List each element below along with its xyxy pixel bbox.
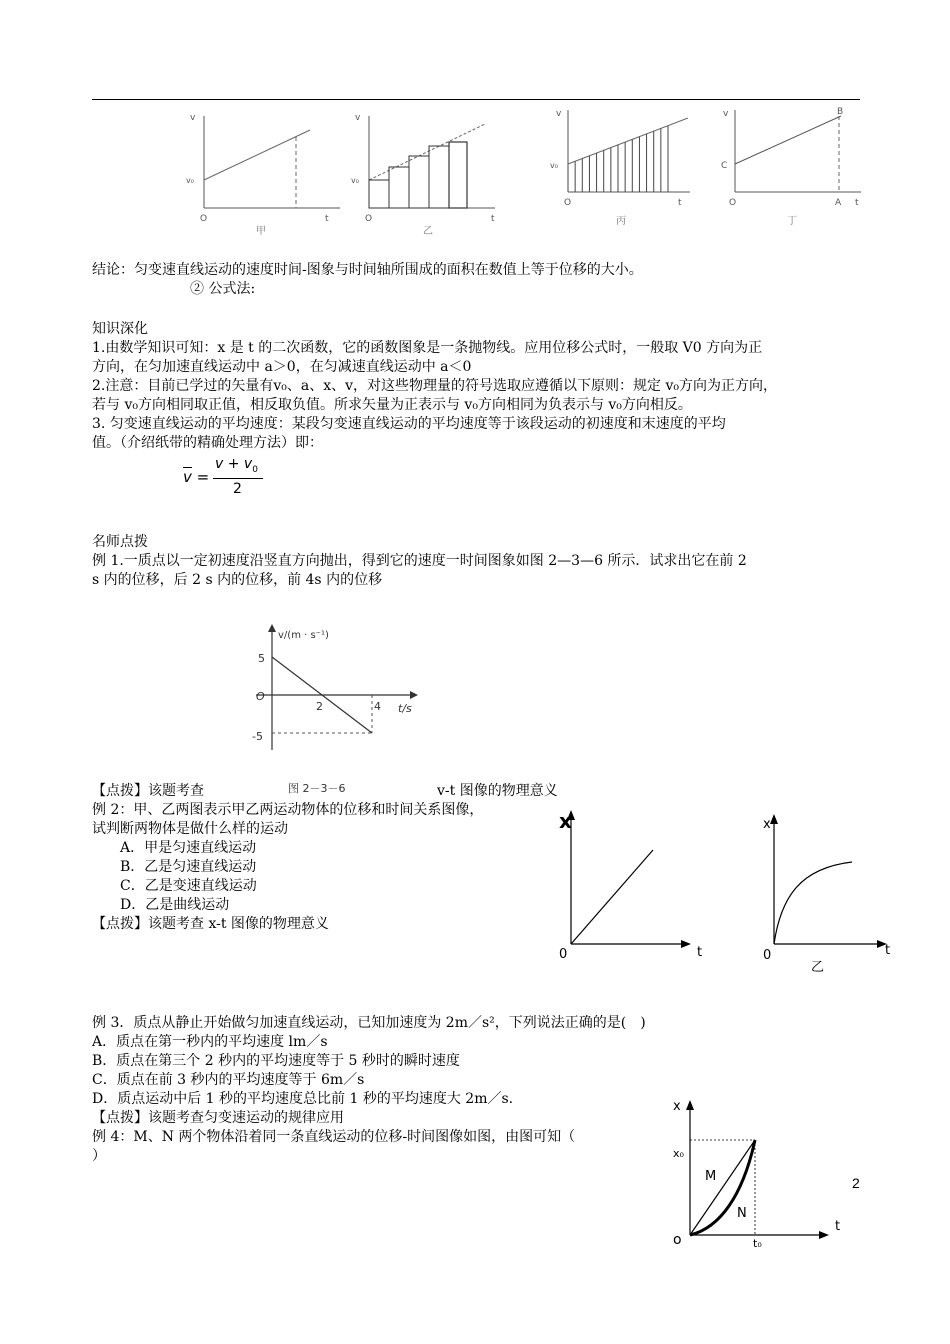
fig236-yneg5: -5 <box>252 730 263 743</box>
xt2-x: x <box>763 817 771 832</box>
xt2-o: 0 <box>763 948 772 963</box>
page-number: 2 <box>852 1175 860 1191</box>
xt1-o: 0 <box>559 947 568 962</box>
deepen-title: 知识深化 <box>92 321 148 337</box>
mn-x: x <box>673 1099 681 1114</box>
figure-2-3-6 <box>248 622 448 802</box>
g2-v0: v₀ <box>351 176 359 185</box>
mn-xt-graph <box>665 1090 855 1260</box>
g1-o: O <box>200 214 208 224</box>
fig236-origin: O <box>256 690 265 703</box>
example2-option-c: C．乙是变速直线运动 <box>120 878 257 894</box>
g4-c: C <box>721 161 728 171</box>
mn-o: o <box>673 1232 682 1248</box>
g3-v: v <box>556 109 562 119</box>
g4-a: A <box>835 198 842 208</box>
example1-line1: 例 1.一质点以一定初速度沿竖直方向抛出，得到它的速度一时间图象如图 2—3—6 所示．试求出它在前 2 <box>92 553 747 569</box>
example1-hint-a: 【点拨】该题考查 <box>92 783 204 799</box>
formula-numerator: v + v <box>215 456 253 472</box>
xt2-caption: 乙 <box>811 960 825 975</box>
example1-line2: s 内的位移，后 2 s 内的位移，前 4s 内的位移 <box>92 572 383 588</box>
g2-caption: 乙 <box>423 226 433 237</box>
example1-hint-b: v-t 图像的物理意义 <box>437 783 558 799</box>
xt-graph-yi <box>755 806 915 976</box>
deepen-p1-line2: 方向，在匀加速直线运动中 a＞0，在匀减速直线运动中 a＜0 <box>92 359 472 375</box>
average-velocity-formula: $\overline{v}$ = $v + v_0$ 2 <box>183 456 283 506</box>
example2-line2: 试判断两物体是做什么样的运动 <box>92 821 288 837</box>
xt2-t: t <box>885 943 891 958</box>
example4-line1: 例 4：M、N 两个物体沿着同一条直线运动的位移-时间图像如图，由图可知（ <box>92 1129 576 1145</box>
xt-graph-jia <box>550 806 730 966</box>
g4-caption: 丁 <box>787 216 797 227</box>
mn-x0: x₀ <box>673 1147 684 1160</box>
example3-option-a: A．质点在第一秒内的平均速度 lm／s <box>92 1034 328 1050</box>
g3-v0: v₀ <box>550 161 558 170</box>
graph-bing <box>550 106 720 236</box>
conclusion-text: 结论：匀变速直线运动的速度时间-图象与时间轴所围成的面积在数值上等于位移的大小。 <box>92 262 643 278</box>
g4-b: B <box>837 107 844 117</box>
mn-t: t <box>835 1219 841 1234</box>
formula-sub: 0 <box>252 464 258 475</box>
example3-option-c: C．质点在前 3 秒内的平均速度等于 6m／s <box>92 1072 365 1088</box>
graph-ding <box>715 106 885 236</box>
g1-v0: v₀ <box>186 176 194 185</box>
example2-hint: 【点拨】该题考查 x-t 图像的物理意义 <box>92 916 329 932</box>
mn-t0: t₀ <box>753 1237 762 1250</box>
header-rule <box>92 99 860 100</box>
deepen-p3-line2: 值。（介绍纸带的精确处理方法）即： <box>92 435 323 451</box>
example3-option-b: B．质点在第三个 2 秒内的平均速度等于 5 秒时的瞬时速度 <box>92 1053 460 1069</box>
example4-line2: ） <box>92 1148 106 1164</box>
fig236-x4: 4 <box>374 700 381 713</box>
deepen-p2-line2: 若与 v₀方向相同取正值，相反取负值。所求矢量为正表示与 v₀方向相同为负表示与 v₀方向相反。 <box>92 397 692 413</box>
g1-v: v <box>190 113 196 123</box>
fig236-ylabel: v/(m · s⁻¹) <box>278 630 329 641</box>
fig236-xlabel: t/s <box>398 702 412 715</box>
xt1-t: t <box>697 945 703 960</box>
example2-option-d: D．乙是曲线运动 <box>120 897 230 913</box>
example2-option-a: A．甲是匀速直线运动 <box>120 840 257 856</box>
fig236-caption: 图 2－3－6 <box>288 782 346 795</box>
fig236-x2: 2 <box>316 700 323 713</box>
formula-lhs: $\overline{v}$ <box>183 468 192 486</box>
teacher-title: 名师点拨 <box>92 534 148 550</box>
g2-t: t <box>491 214 495 224</box>
g2-v: v <box>355 113 361 123</box>
example2-line1: 例 2：甲、乙两图表示甲乙两运动物体的位移和时间关系图像， <box>92 802 484 818</box>
xt1-x: x <box>559 809 572 833</box>
graph-jia <box>180 108 350 238</box>
example2-option-b: B．乙是匀速直线运动 <box>120 859 257 875</box>
deepen-p2-line1: 2.注意：目前已学过的矢量有v₀、a、x、v，对这些物理量的符号选取应遵循以下原则：规定 v₀方向为正方向， <box>92 378 777 394</box>
g1-t: t <box>325 214 329 224</box>
deepen-p3-line1: 3. 匀变速直线运动的平均速度：某段匀变速直线运动的平均速度等于该段运动的初速度和末速度的平均 <box>92 416 726 432</box>
formula-method: ② 公式法: <box>190 281 256 297</box>
mn-m: M <box>705 1169 717 1184</box>
g1-caption: 甲 <box>256 226 266 237</box>
g2-o: O <box>365 214 373 224</box>
g3-caption: 丙 <box>616 216 626 227</box>
fig236-y5: 5 <box>258 652 265 665</box>
example3-hint: 【点拨】该题考查匀变速运动的规律应用 <box>92 1110 344 1126</box>
g4-o: O <box>729 198 737 208</box>
example3-option-d: D．质点运动中后 1 秒的平均速度总比前 1 秒的平均速度大 2m／s. <box>92 1091 514 1107</box>
deepen-p1-line1: 1.由数学知识可知：x 是 t 的二次函数，它的函数图象是一条抛物线。应用位移公式时，一般取 V0 方向为正 <box>92 340 763 356</box>
g3-t: t <box>678 198 682 208</box>
formula-denominator: 2 <box>233 481 242 497</box>
example3-stem: 例 3．质点从静止开始做匀加速直线运动，已知加速度为 2m／s²，下列说法正确的是( ) <box>92 1015 646 1031</box>
g3-o: O <box>564 198 572 208</box>
graph-yi <box>345 108 515 238</box>
g4-t: t <box>855 198 859 208</box>
g4-v: v <box>723 109 729 119</box>
mn-n: N <box>737 1206 747 1221</box>
